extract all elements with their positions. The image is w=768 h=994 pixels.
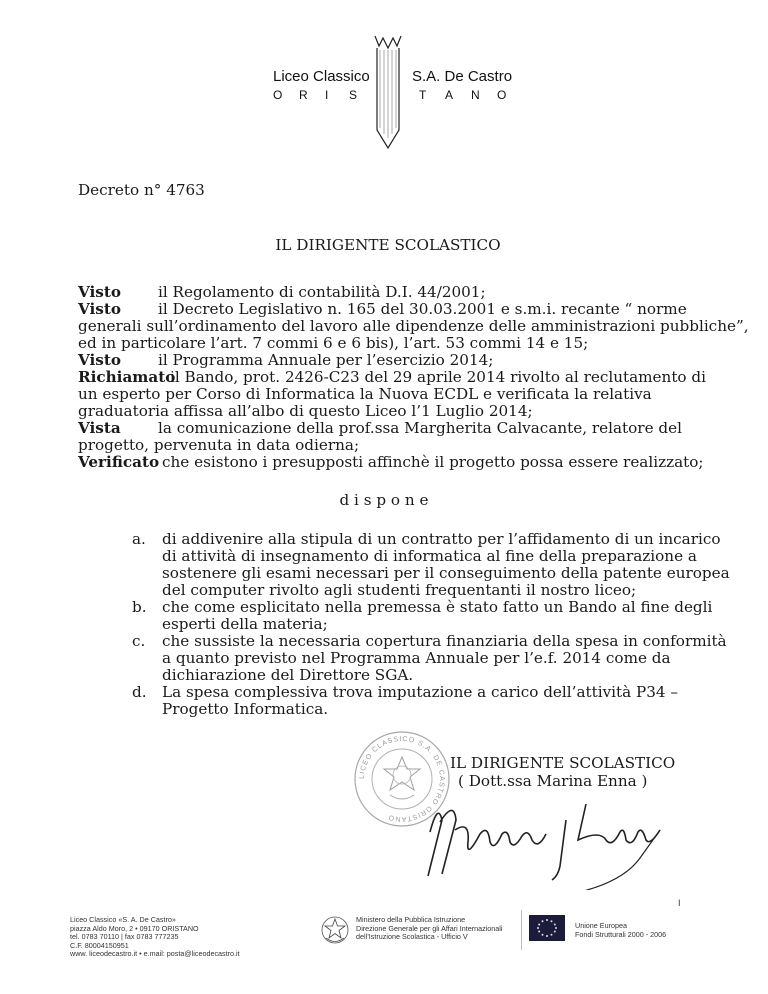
city-letter: A — [445, 88, 454, 102]
list-item-letter: b. — [132, 598, 147, 616]
list-item-line: che come esplicitato nella premessa è stato fatto un Bando al fine degli — [162, 598, 713, 616]
premise-line — [78, 352, 698, 369]
city-right — [412, 88, 512, 102]
footer-line: C.F. 80004150951 — [70, 940, 129, 950]
premise-line: generali sull’ordinamento del lavoro alle dipendenze delle amministrazioni pubbliche”, — [78, 317, 749, 335]
list-item-letter: a. — [132, 530, 146, 548]
signature-role: IL DIRIGENTE SCOLASTICO — [450, 754, 676, 772]
list-item-line: di attività di insegnamento di informatica al fine della preparazione a — [162, 547, 697, 565]
list-item-letter: d. — [132, 683, 147, 701]
list-item-line: dichiarazione del Direttore SGA. — [162, 666, 414, 684]
handwritten-signature-icon — [410, 790, 710, 890]
decree-title: IL DIRIGENTE SCOLASTICO — [275, 236, 501, 254]
premise-text: la comunicazione della prof.ssa Margherita Calvacante, relatore del — [158, 419, 682, 437]
list-item-line: a quanto previsto nel Programma Annuale per l’e.f. 2014 come da — [162, 649, 671, 667]
page-mark: I — [678, 898, 681, 908]
footer-eu-block — [575, 922, 695, 939]
signature-name: ( Dott.ssa Marina Enna ) — [458, 772, 648, 790]
stamp-lettering: LICEO CLASSICO S.A. DE CASTRO ORISTANO — [358, 735, 446, 823]
city-letter: I — [325, 88, 329, 102]
footer-line: Fondi Strutturali 2000 - 2006 — [575, 929, 667, 939]
premise-label: Visto — [78, 351, 121, 369]
list-item-line: del computer rivolto agli studenti frequentanti il nostro liceo; — [162, 581, 637, 599]
school-name-right: S.A. De Castro — [412, 68, 513, 85]
premise-line: progetto, pervenuta in data odierna; — [78, 436, 360, 454]
city-letter: N — [471, 88, 480, 102]
premise-line: ed in particolare l’art. 7 commi 6 e 6 bis), l’art. 53 commi 14 e 15; — [78, 334, 589, 352]
premise-line — [78, 420, 698, 437]
footer-line: www. liceodecastro.it • e.mail: posta@liceodecastro.it — [70, 949, 240, 959]
premise-line — [78, 301, 698, 318]
dispone-heading: d i s p o n e — [339, 491, 429, 509]
list-item-line: La spesa complessiva trova imputazione a carico dell’attività P34 – — [162, 683, 678, 701]
city-letter: O — [273, 88, 283, 102]
footer-line: Unione Europea — [575, 921, 627, 930]
city-left — [273, 88, 363, 102]
footer-divider — [521, 910, 522, 950]
footer-line: piazza Aldo Moro, 2 • 09170 ORISTANO — [70, 923, 199, 933]
premise-line: un esperto per Corso di Informatica la Nuova ECDL e verificata la relativa — [78, 385, 652, 403]
premise-text: che esistono i presupposti affinchè il progetto possa essere realizzato; — [162, 453, 704, 471]
city-letter: S — [349, 88, 358, 102]
footer-line: dell’Istruzione Scolastica - Ufficio V — [356, 932, 468, 942]
premise-label: Vista — [78, 419, 121, 437]
list-item-letter: c. — [132, 632, 146, 650]
letterhead — [0, 0, 768, 150]
premise-label: Visto — [78, 300, 121, 318]
premise-line: graduatoria affissa all’albo di questo Liceo l’1 Luglio 2014; — [78, 402, 533, 420]
premise-text: il Programma Annuale per l’esercizio 2014; — [158, 351, 494, 369]
footer-line: tel. 0783 70110 | fax 0783 777235 — [70, 932, 179, 942]
list-item-line: esperti della materia; — [162, 615, 328, 633]
premise-line — [78, 368, 706, 386]
premise-text: il Decreto Legislativo n. 165 del 30.03.2001 e s.m.i. recante “ norme — [158, 300, 687, 318]
list-item-line: Progetto Informatica. — [162, 700, 329, 718]
city-letter: O — [497, 88, 507, 102]
italian-republic-emblem-icon — [320, 914, 350, 946]
premise-label: Verificato — [78, 453, 160, 471]
eu-flag-icon — [529, 915, 565, 941]
column-logo-icon — [365, 30, 411, 150]
city-letter: T — [419, 88, 427, 102]
premise-line — [78, 453, 704, 471]
school-name-left: Liceo Classico — [273, 68, 370, 85]
footer-line: Ministero della Pubblica Istruzione — [356, 915, 466, 924]
footer-ministry-block — [356, 916, 526, 942]
premise-label: Visto — [78, 283, 121, 301]
premise-text: il Bando, prot. 2426-C23 del 29 aprile 2014 rivolto al reclutamento di — [170, 368, 706, 386]
list-item-line: sostenere gli esami necessari per il conseguimento della patente europea — [162, 564, 730, 582]
footer-school-block — [70, 916, 290, 959]
list-item-line: di addivenire alla stipula di un contratto per l’affidamento di un incarico — [162, 530, 721, 548]
list-item-line: che sussiste la necessaria copertura finanziaria della spesa in conformità — [162, 632, 727, 650]
premise-line — [78, 284, 698, 301]
decree-number: Decreto n° 4763 — [78, 181, 205, 199]
footer-line: Liceo Classico «S. A. De Castro» — [70, 915, 176, 924]
premise-text: il Regolamento di contabilità D.I. 44/2001; — [158, 283, 486, 301]
footer-line: Direzione Generale per gli Affari Internazionali — [356, 923, 503, 933]
premise-label: Richiamato — [78, 368, 176, 386]
city-letter: R — [299, 88, 308, 102]
